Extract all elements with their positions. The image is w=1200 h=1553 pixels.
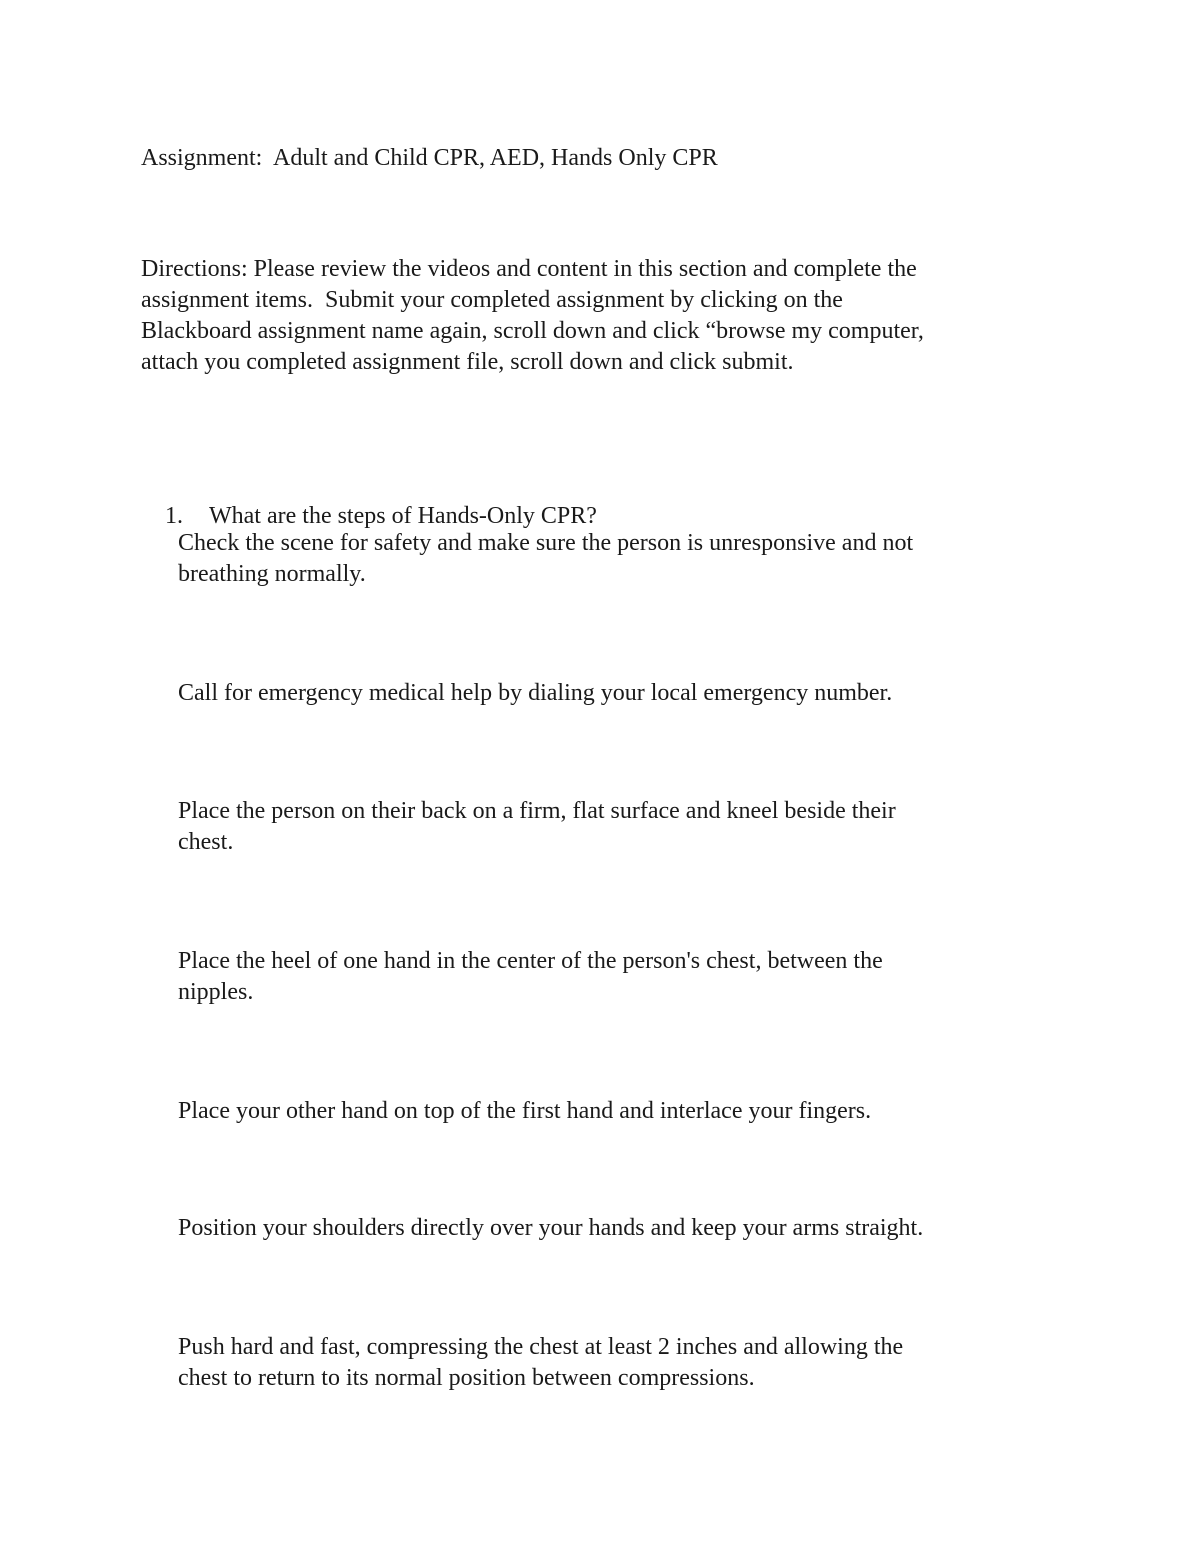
step-line: nipples.	[178, 979, 254, 1005]
answer-step-6	[178, 1213, 1078, 1244]
answer-step-2	[178, 678, 1078, 709]
directions-line: Blackboard assignment name again, scroll down and click “browse my computer,	[141, 318, 924, 344]
step-line: chest.	[178, 829, 234, 855]
assignment-title: Assignment: Adult and Child CPR, AED, Hands Only CPR	[141, 145, 718, 171]
directions-line: attach you completed assignment file, scroll down and click submit.	[141, 349, 794, 375]
step-line: Push hard and fast, compressing the chest at least 2 inches and allowing the	[178, 1334, 904, 1360]
answer-step-3	[178, 796, 1078, 858]
question-text: What are the steps of Hands-Only CPR?	[209, 503, 597, 529]
step-line: Call for emergency medical help by dialing your local emergency number.	[178, 680, 893, 706]
answer-step-4	[178, 946, 1078, 1008]
answer-step-5	[178, 1096, 1078, 1127]
question-number: 1.	[165, 503, 183, 529]
step-line: Place the heel of one hand in the center of the person's chest, between the	[178, 948, 883, 974]
step-line: chest to return to its normal position between compressions.	[178, 1365, 755, 1391]
answer-step-7	[178, 1332, 1078, 1394]
step-line: Position your shoulders directly over your hands and keep your arms straight.	[178, 1215, 924, 1241]
step-line: Place your other hand on top of the first hand and interlace your fingers.	[178, 1098, 872, 1124]
step-line: Place the person on their back on a firm, flat surface and kneel beside their	[178, 798, 896, 824]
step-line: Check the scene for safety and make sure the person is unresponsive and not	[178, 530, 914, 556]
directions-paragraph	[141, 254, 1071, 378]
step-line: breathing normally.	[178, 561, 366, 587]
answer-step-1	[178, 528, 1078, 590]
directions-line: Directions: Please review the videos and content in this section and complete the	[141, 256, 917, 282]
directions-line: assignment items. Submit your completed assignment by clicking on the	[141, 287, 843, 313]
